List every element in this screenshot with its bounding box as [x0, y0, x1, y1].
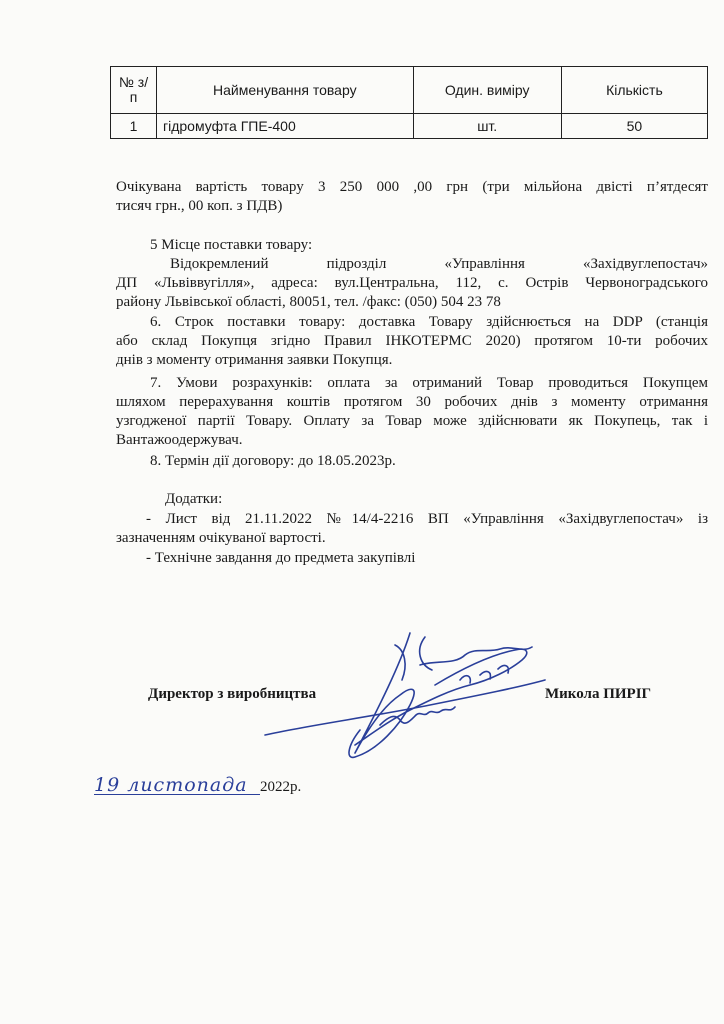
row-quantity: 50 — [561, 114, 707, 139]
row-number: 1 — [111, 114, 157, 139]
expected-cost-line1: Очікувана вартість товару 3 250 000 ,00 грн (три мільйона двісті п’ятдесят — [116, 179, 708, 195]
attachments-title: Додатки: — [165, 491, 223, 507]
expected-cost-line2: тисяч грн., 00 коп. з ПДВ) — [116, 198, 283, 214]
section6-line1: 6. Строк поставки товару: доставка Товару здійснюється на DDP (станція — [150, 314, 708, 330]
section7-line1: 7. Умови розрахунків: оплата за отриманий Товар проводиться Покупцем — [150, 375, 708, 391]
section6-line3: днів з моменту отримання заявки Покупця. — [116, 352, 393, 368]
table-row — [111, 114, 708, 139]
section8-term: 8. Термін дії договору: до 18.05.2023р. — [150, 453, 396, 469]
section5-line3: району Львівської області, 80051, тел. /факс: (050) 504 23 78 — [116, 294, 501, 310]
signatory-position: Директор з виробництва — [148, 686, 317, 702]
attachment1-line1: - Лист від 21.11.2022 №14/4-2216 ВП «Управління «Західвуглепостач» із — [146, 511, 708, 527]
section5-line1: Відокремлений підрозділ «Управління «Західвуглепостач» — [170, 256, 708, 272]
header-name: Найменування товару — [157, 67, 414, 114]
header-number: № з/п — [111, 67, 157, 114]
section7-line4: Вантажоодержувач. — [116, 432, 243, 448]
row-name: гідромуфта ГПЕ-400 — [157, 114, 414, 139]
printed-year: 2022р. — [260, 779, 302, 795]
section5-line2: ДП «Львіввугілля», адреса: вул.Центральна, 112, с. Острів Червоноградського — [116, 275, 708, 291]
handwritten-signature — [260, 625, 550, 765]
section7-line2: шляхом перерахування коштів протягом 30 робочих днів з моменту отримання — [116, 394, 708, 410]
goods-table — [110, 66, 708, 139]
header-quantity: Кількість — [561, 67, 707, 114]
section7-line3: узгодженої партії Товару. Оплату за Товар може здійснювати як Покупець, так і — [116, 413, 708, 429]
handwritten-date: 19 листопада — [94, 776, 260, 795]
signatory-name: Микола ПИРІГ — [545, 686, 652, 702]
attachment2: - Технічне завдання до предмета закупівлі — [146, 550, 416, 566]
section5-title: 5 Місце поставки товару: — [150, 237, 313, 253]
attachment1-line2: зазначенням очікуваної вартості. — [116, 530, 326, 546]
header-unit: Один. виміру — [413, 67, 561, 114]
row-unit: шт. — [413, 114, 561, 139]
section6-line2: або склад Покупця згідно Правил ІНКОТЕРМС 2020) протягом 10-ти робочих — [116, 333, 708, 349]
table-header-row — [111, 67, 708, 114]
signature-date — [94, 776, 301, 796]
